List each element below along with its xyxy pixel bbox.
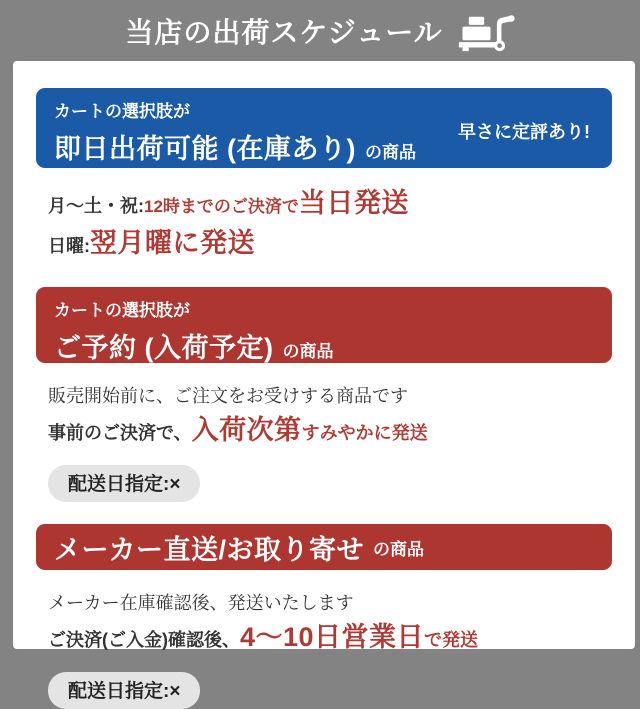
express-banner-highlight: 即日出荷可能 (在庫あり) <box>54 133 356 164</box>
direct-condition-label: ご決済(ご入金)確認後、 <box>48 630 240 650</box>
express-banner-suffix: の商品 <box>364 142 416 162</box>
weekday-result: 当日発送 <box>298 188 409 218</box>
preorder-result-tail: すみやかに発送 <box>301 423 428 443</box>
hand-truck-icon <box>457 12 515 54</box>
preorder-result-big: 入荷次第 <box>191 415 302 445</box>
sunday-label: 日曜: <box>48 236 90 256</box>
direct-delivery-date-pill: 配送日指定:× <box>48 672 200 709</box>
direct-result-big: 4〜10日営業日 <box>240 622 425 652</box>
preorder-banner-suffix: の商品 <box>282 341 334 361</box>
direct-result-tail: で発送 <box>424 630 479 650</box>
direct-banner-highlight: メーカー直送/お取り寄せ <box>54 534 364 565</box>
preorder-banner <box>36 287 612 363</box>
express-row-sunday <box>48 225 600 265</box>
preorder-banner-bigline <box>54 326 594 365</box>
express-banner <box>36 88 612 168</box>
page-title: 当店の出荷スケジュール <box>125 16 443 48</box>
page-header <box>0 0 640 61</box>
weekday-condition: 12時までのご決済で <box>144 197 299 216</box>
direct-banner-suffix: の商品 <box>372 539 424 559</box>
express-row-weekday <box>48 185 600 225</box>
sunday-result: 翌月曜に発送 <box>90 228 255 258</box>
express-details <box>13 168 635 265</box>
weekday-label: 月〜土・祝: <box>48 196 144 216</box>
express-banner-small-text: カートの選択肢が <box>54 102 190 121</box>
preorder-delivery-date-pill: 配送日指定:× <box>48 465 200 502</box>
direct-banner <box>36 524 612 570</box>
preorder-condition-label: 事前のご決済で、 <box>48 423 192 443</box>
preorder-row <box>48 412 600 452</box>
preorder-banner-highlight: ご予約 (入荷予定) <box>54 332 274 363</box>
content-panel <box>13 61 635 702</box>
preorder-banner-small-text: カートの選択肢が <box>54 301 190 320</box>
direct-details <box>13 570 635 709</box>
direct-note: メーカー在庫確認後、発送いたします <box>48 593 354 613</box>
direct-row <box>48 619 600 659</box>
express-speed-badge: 早さに定評あり! <box>458 122 590 142</box>
preorder-details <box>13 363 635 502</box>
preorder-note: 販売開始前に、ご注文をお受けする商品です <box>48 386 408 406</box>
